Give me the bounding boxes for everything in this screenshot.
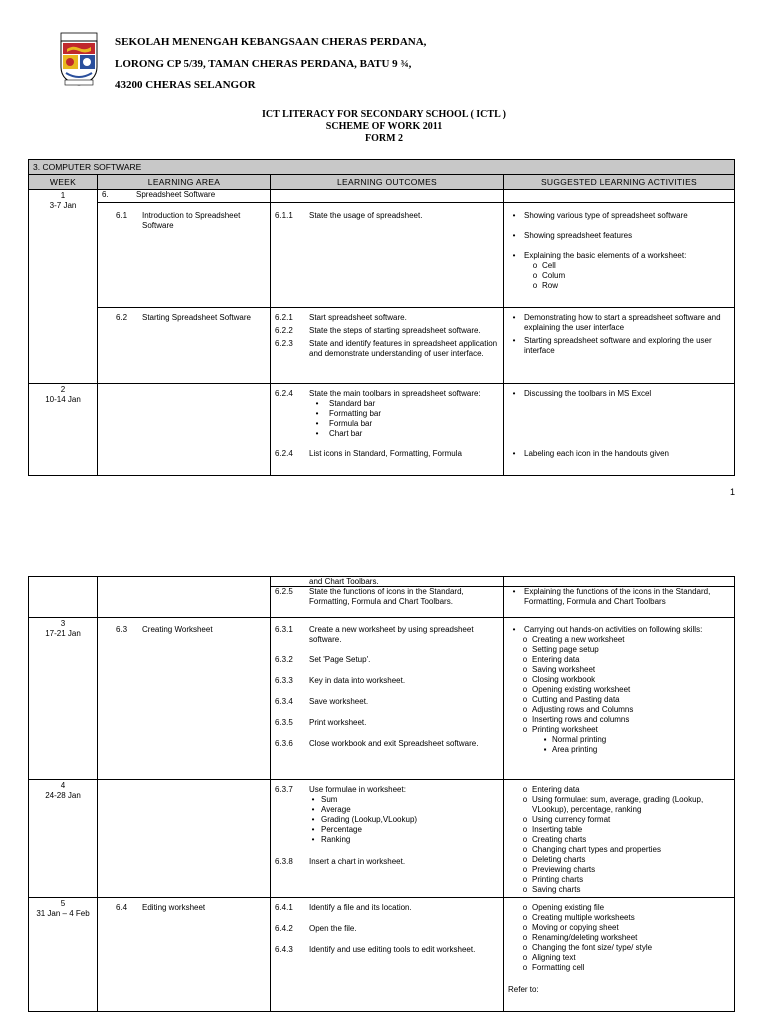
list-item: o Saving charts: [522, 885, 581, 894]
empty-cell: [504, 577, 735, 587]
list-item: o Opening existing file: [522, 903, 605, 912]
list-item: • Explaining the basic elements of a worksheet:: [512, 251, 687, 260]
header-learning-outcomes: LEARNING OUTCOMES: [271, 175, 504, 190]
continued-text: and Chart Toolbars.: [271, 577, 504, 587]
list-item: • Formatting bar: [315, 409, 382, 418]
list-item: o Aligning text: [522, 953, 576, 962]
list-item: o Cell: [532, 261, 556, 270]
outcome-6-2-4-cell: 6.2.4 State the main toolbars in spreadsheet software: • Standard bar • Formatting bar • Formula bar • Chart bar 6.2.4 List icons in Standard, Formatting, Formula: [271, 384, 504, 476]
empty-cell: [504, 190, 735, 203]
week-number: 1: [60, 191, 66, 200]
scheme-table-page1: [28, 159, 735, 476]
list-item: o Deleting charts: [522, 855, 586, 864]
list-item: • Ranking: [311, 835, 351, 844]
list-item: o Moving or copying sheet: [522, 923, 619, 932]
outcome-6-3-7-cell: 6.3.7 Use formulae in worksheet: • Sum • Average • Grading (Lookup,VLookup) • Percentage • Ranking 6.3.8 Insert a chart in worksheet.: [271, 780, 504, 898]
week-dates: 24-28 Jan: [45, 791, 81, 800]
week-5-cell: [29, 898, 98, 1012]
header-learning-area: LEARNING AREA: [98, 175, 271, 190]
list-item: ▪ Normal printing: [543, 735, 607, 744]
list-item: o Creating multiple worksheets: [522, 913, 635, 922]
list-item: o Cutting and Pasting data: [522, 695, 620, 704]
list-item: o Inserting rows and columns: [522, 715, 630, 724]
refer-to-text: Refer to:: [508, 985, 539, 994]
activity-6-2-cell: [504, 308, 735, 384]
school-crest-logo: [58, 31, 100, 87]
list-item: o Printing charts: [522, 875, 584, 884]
list-item: • Demonstrating how to start a spreadsheet software and explaining the user interface: [512, 313, 721, 332]
list-item: • Showing various type of spreadsheet software: [512, 211, 688, 220]
outcome-6-2-5-cell: 6.2.5 State the functions of icons in the Standard, Formatting, Formula and Chart Toolbars.: [271, 587, 504, 618]
week-dates: 17-21 Jan: [45, 629, 81, 638]
list-item: • Discussing the toolbars in MS Excel: [512, 389, 652, 398]
area-6-3-cell: 6.3 Creating Worksheet: [98, 618, 271, 780]
list-item: • Sum: [311, 795, 338, 804]
list-item: • Carrying out hands-on activities on following skills:: [512, 625, 703, 634]
area-6-1-cell: 6.1 Introduction to Spreadsheet Software: [98, 203, 271, 308]
week-dates: 31 Jan – 4 Feb: [36, 909, 90, 918]
header-week: WEEK: [29, 175, 98, 190]
list-item: o Setting page setup: [522, 645, 599, 654]
list-item: o Changing chart types and properties: [522, 845, 661, 854]
list-item: • Formula bar: [315, 419, 373, 428]
empty-cell: [271, 190, 504, 203]
list-item: • Showing spreadsheet features: [512, 231, 633, 240]
area-6-cell: 6. Spreadsheet Software: [98, 190, 271, 203]
week-number: 3: [60, 619, 66, 628]
area-6-2-cell: 6.2 Starting Spreadsheet Software: [98, 308, 271, 384]
list-item: o Using currency format: [522, 815, 611, 824]
doc-title: ICT LITERACY FOR SECONDARY SCHOOL ( ICTL ): [261, 109, 507, 120]
list-item: o Renaming/deleting worksheet: [522, 933, 638, 942]
list-item: o Saving worksheet: [522, 665, 596, 674]
page-number: 1: [730, 487, 736, 497]
list-item: o Colum: [532, 271, 566, 280]
scheme-table-page2: [28, 576, 735, 1012]
section-title: 3. COMPUTER SOFTWARE: [29, 160, 735, 175]
list-item: • Labeling each icon in the handouts given: [512, 449, 669, 458]
doc-form: FORM 2: [364, 133, 404, 144]
week-number: 4: [60, 781, 66, 790]
list-item: o Entering data: [522, 655, 580, 664]
empty-cell: [98, 577, 271, 618]
activity-6-2-4-cell: [504, 384, 735, 476]
week-4-cell: [29, 780, 98, 898]
week-3-cell: [29, 618, 98, 780]
outcome-6-4-cell: 6.4.1 Identify a file and its location. 6.4.2 Open the file. 6.4.3 Identify and use editing tools to edit worksheet.: [271, 898, 504, 1012]
header-activities: SUGGESTED LEARNING ACTIVITIES: [504, 175, 735, 190]
week-2-cell: [29, 384, 98, 476]
list-item: o Changing the font size/ type/ style: [522, 943, 653, 952]
list-item: o Printing worksheet: [522, 725, 598, 734]
list-item: o Entering data: [522, 785, 580, 794]
empty-cell: [98, 780, 271, 898]
list-item: o Using formulae: sum, average, grading (Lookup, VLookup), percentage, ranking: [522, 795, 704, 814]
doc-subtitle: SCHEME OF WORK 2011: [325, 121, 443, 132]
empty-cell: [98, 384, 271, 476]
activity-6-1-cell: [504, 203, 735, 308]
area-6-4-cell: 6.4 Editing worksheet: [98, 898, 271, 1012]
week-dates: 10-14 Jan: [45, 395, 81, 404]
list-item: • Explaining the functions of the icons in the Standard, Formatting, Formula and Chart Toolbars: [512, 587, 711, 606]
school-street: LORONG CP 5/39, TAMAN CHERAS PERDANA, BATU 9 ¾,: [115, 57, 412, 70]
week-number: 5: [60, 899, 66, 908]
list-item: • Standard bar: [315, 399, 376, 408]
school-city: 43200 CHERAS SELANGOR: [115, 79, 256, 91]
activity-6-2-5-cell: [504, 587, 735, 618]
list-item: • Chart bar: [315, 429, 363, 438]
list-item: o Closing workbook: [522, 675, 596, 684]
list-item: • Grading (Lookup,VLookup): [311, 815, 418, 824]
list-item: o Inserting table: [522, 825, 583, 834]
outcome-6-1-cell: 6.1.1 State the usage of spreadsheet.: [271, 203, 504, 308]
empty-cell: [29, 577, 98, 618]
list-item: o Opening existing worksheet: [522, 685, 631, 694]
list-item: • Average: [311, 805, 351, 814]
list-item: o Row: [532, 281, 559, 290]
list-item: o Adjusting rows and Columns: [522, 705, 634, 714]
activity-6-3-7-cell: [504, 780, 735, 898]
list-item: o Formatting cell: [522, 963, 585, 972]
list-item: o Creating a new worksheet: [522, 635, 625, 644]
outcome-6-3-cell: 6.3.1 Create a new worksheet by using spreadsheet software. 6.3.2 Set 'Page Setup'. 6.3.3 Key in data into worksheet. 6.3.4 Save worksheet. 6.3.5 Print worksheet. 6.3.6 Close workbook and exit Spreadsheet software.: [271, 618, 504, 780]
week-dates: 3-7 Jan: [49, 201, 77, 210]
school-name: SEKOLAH MENENGAH KEBANGSAAN CHERAS PERDANA,: [115, 36, 427, 48]
activity-6-3-cell: [504, 618, 735, 780]
school-address: [115, 32, 426, 97]
outcome-6-2-cell: 6.2.1 Start spreadsheet software. 6.2.2 State the steps of starting spreadsheet software. 6.2.3 State and identify features in spreadsheet application and demonstrate understanding of user interface.: [271, 308, 504, 384]
list-item: ▪ Area printing: [543, 745, 598, 754]
list-item: • Percentage: [311, 825, 362, 834]
week-number: 2: [60, 385, 66, 394]
list-item: o Creating charts: [522, 835, 587, 844]
list-item: o Previewing charts: [522, 865, 596, 874]
week-1-cell: [29, 190, 98, 384]
list-item: • Starting spreadsheet software and exploring the user interface: [512, 336, 712, 355]
activity-6-4-cell: [504, 898, 735, 1012]
